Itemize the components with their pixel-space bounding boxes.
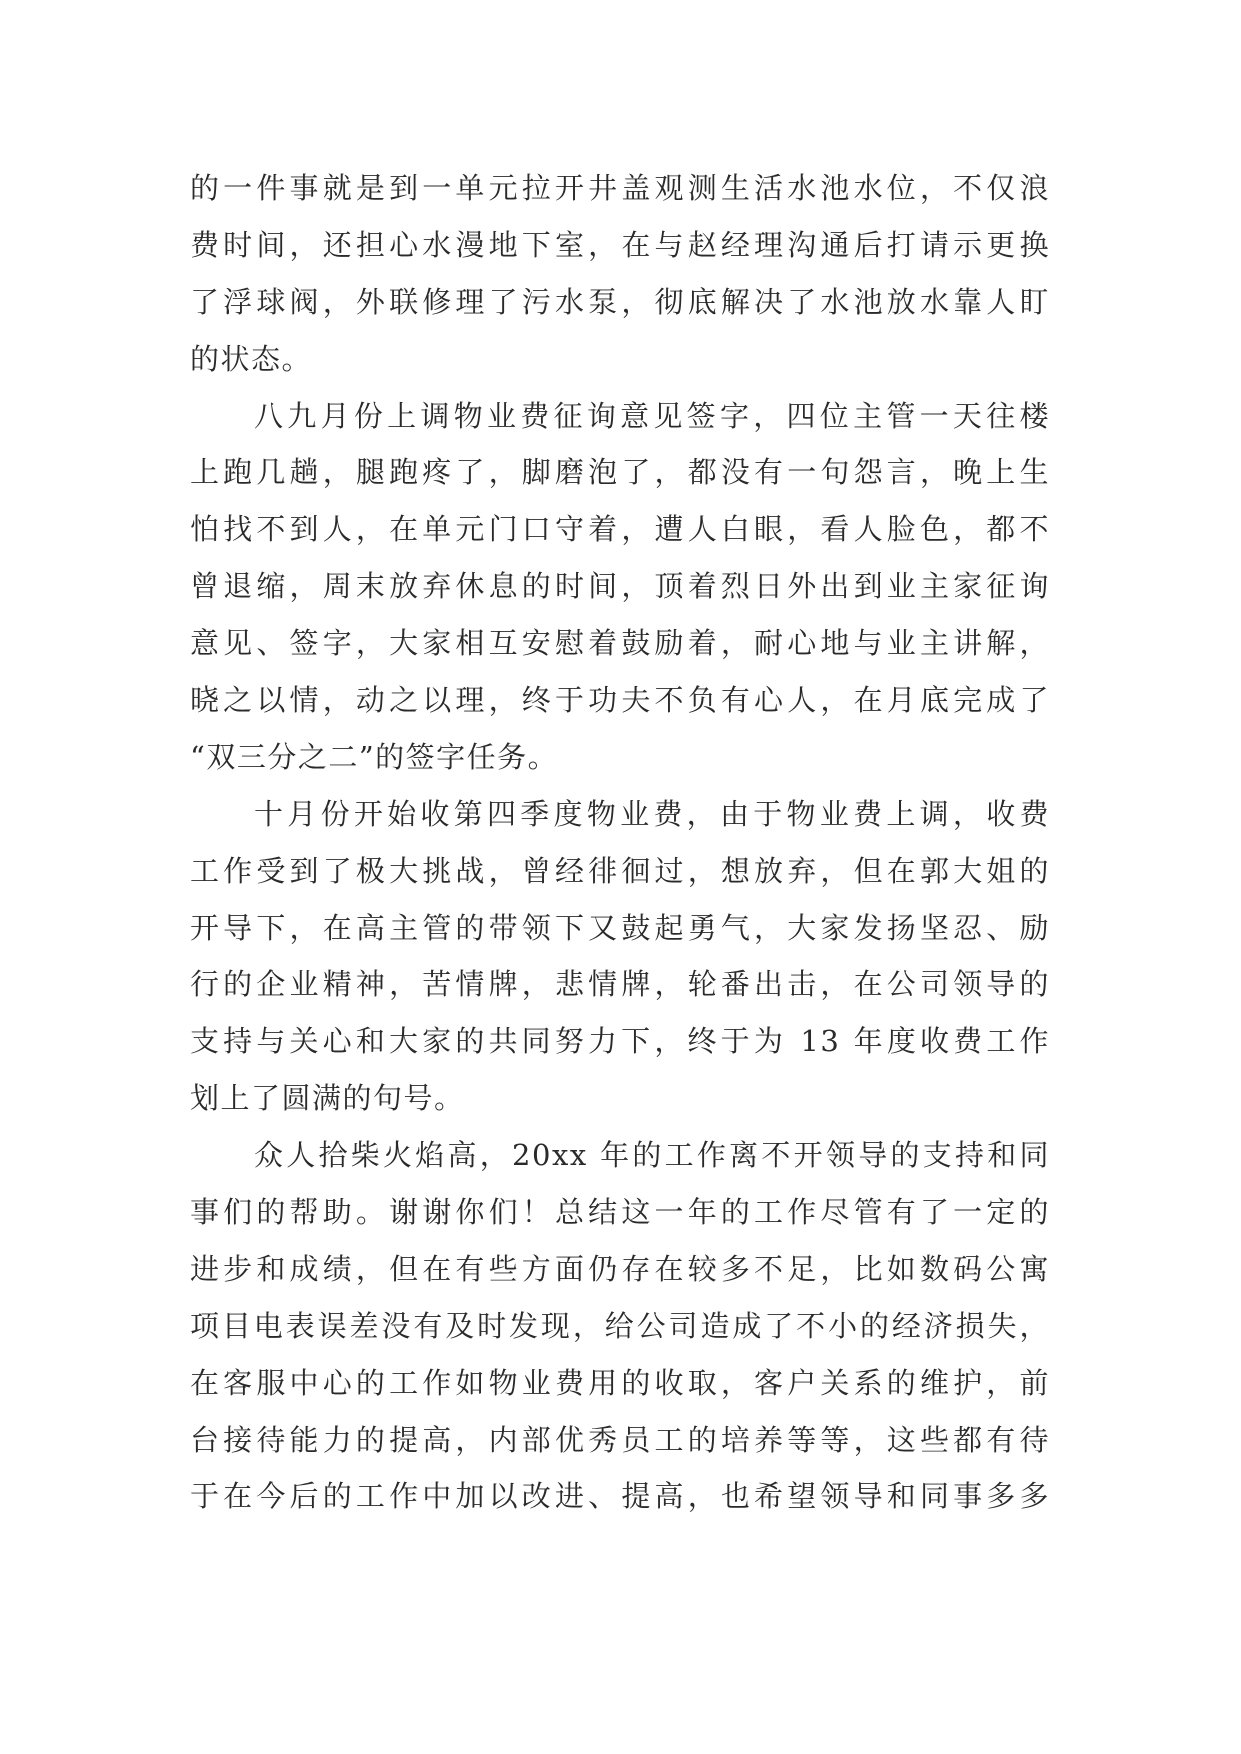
text-line: 项目电表误差没有及时发现，给公司造成了不小的经济损失， xyxy=(190,1308,1050,1343)
text-line: 台接待能力的提高，内部优秀员工的培养等等，这些都有待 xyxy=(190,1422,1050,1457)
text-line: 工作受到了极大挑战，曾经徘徊过，想放弃，但在郭大姐的 xyxy=(190,853,1050,888)
text-line: 的一件事就是到一单元拉开井盖观测生活水池水位，不仅浪 xyxy=(190,171,1050,205)
text-line: 进步和成绩，但在有些方面仍存在较多不足，比如数码公寓 xyxy=(190,1251,1050,1286)
text-line: 晓之以情，动之以理，终于功夫不负有心人，在月底完成了 xyxy=(190,683,1050,718)
text-line: 八九月份上调物业费征询意见签字，四位主管一天往楼 xyxy=(254,398,1050,433)
text-line: 曾退缩，周末放弃休息的时间，顶着烈日外出到业主家征询 xyxy=(190,569,1050,604)
text-line: 怕找不到人，在单元门口守着，遭人白眼，看人脸色，都不 xyxy=(190,512,1050,547)
text-line: 在客服中心的工作如物业费用的收取，客户关系的维护，前 xyxy=(190,1365,1050,1400)
text-line: 行的企业精神，苦情牌，悲情牌，轮番出击，在公司领导的 xyxy=(190,967,1050,1002)
text-line: 事们的帮助。谢谢你们！总结这一年的工作尽管有了一定的 xyxy=(190,1195,1050,1230)
text-line: “双三分之二”的签字任务。 xyxy=(190,739,559,774)
text-line: 费时间，还担心水漫地下室，在与赵经理沟通后打请示更换 xyxy=(190,227,1050,262)
text-line: 上跑几趟，腿跑疼了，脚磨泡了，都没有一句怨言，晚上生 xyxy=(190,455,1050,490)
text-line: 于在今后的工作中加以改进、提高，也希望领导和同事多多 xyxy=(190,1479,1050,1514)
text-line: 意见、签字，大家相互安慰着鼓励着，耐心地与业主讲解， xyxy=(190,626,1050,661)
text-line: 众人拾柴火焰高，20xx 年的工作离不开领导的支持和同 xyxy=(254,1138,1050,1173)
text-line: 十月份开始收第四季度物业费，由于物业费上调，收费 xyxy=(254,796,1050,831)
text-line: 支持与关心和大家的共同努力下，终于为 13 年度收费工作 xyxy=(190,1024,1050,1059)
text-line: 了浮球阀，外联修理了污水泵，彻底解决了水池放水靠人盯 xyxy=(190,284,1050,319)
text-line: 的状态。 xyxy=(190,341,313,376)
document-body xyxy=(190,160,1050,1525)
text-line: 划上了圆满的句号。 xyxy=(190,1081,465,1116)
text-line: 开导下，在高主管的带领下又鼓起勇气，大家发扬坚忍、励 xyxy=(190,910,1050,945)
